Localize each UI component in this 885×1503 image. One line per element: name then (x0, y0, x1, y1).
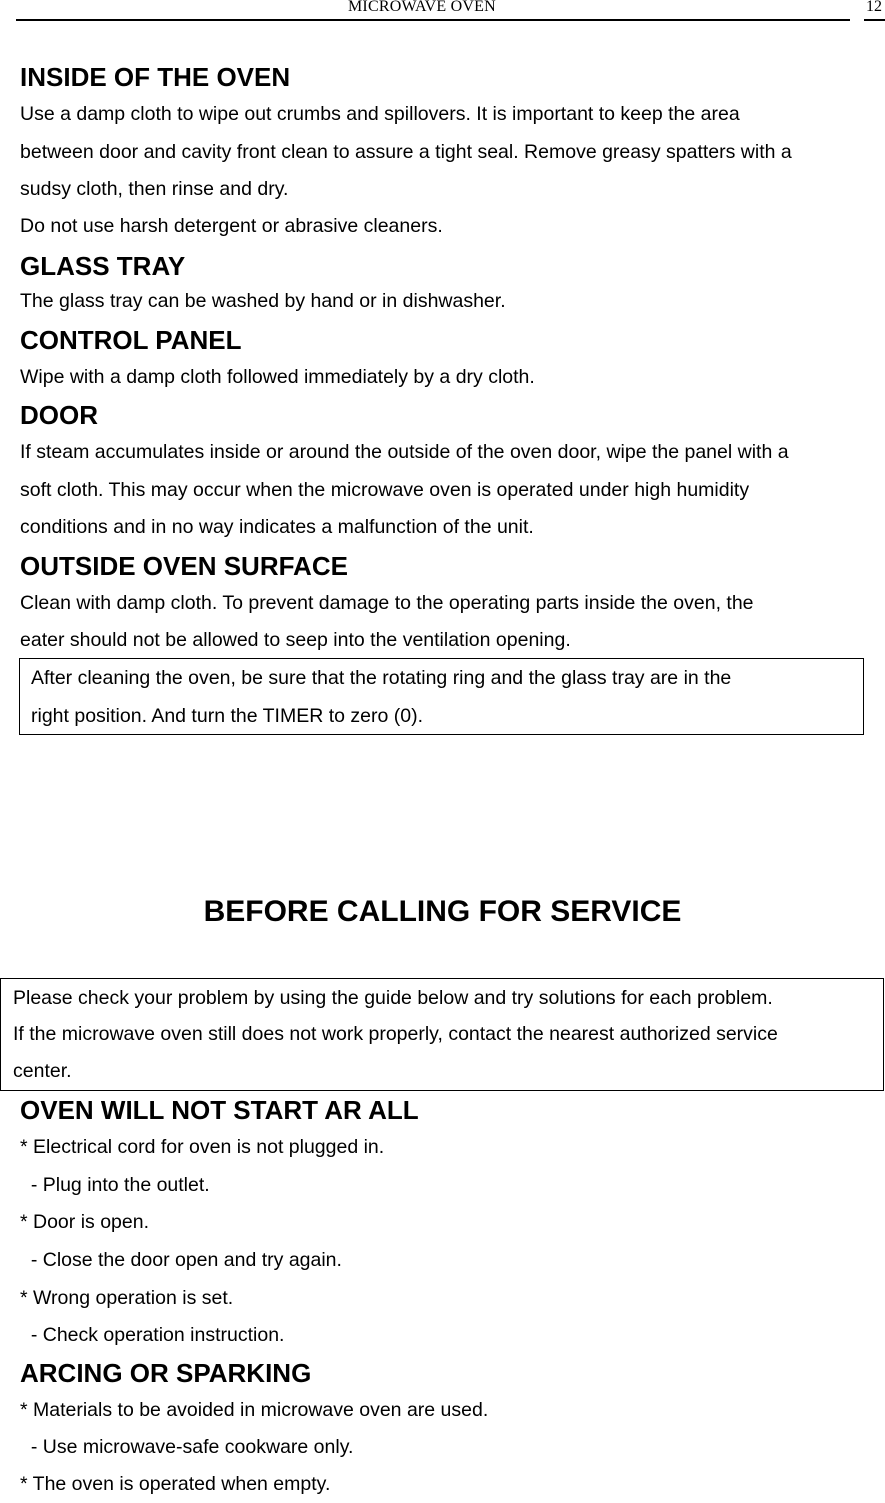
paragraph-line: eater should not be allowed to seep into the ventilation opening. (20, 629, 571, 651)
section-heading-control-panel: CONTROL PANEL (20, 325, 242, 355)
intro-line: Please check your problem by using the guide below and try solutions for each problem. (13, 987, 773, 1009)
cleaning-note-box (19, 658, 864, 735)
note-line: After cleaning the oven, be sure that the rotating ring and the glass tray are in the (31, 667, 732, 689)
paragraph-line: Do not use harsh detergent or abrasive cleaners. (20, 215, 443, 237)
section-heading-arcing: ARCING OR SPARKING (20, 1358, 312, 1388)
section-heading-inside: INSIDE OF THE OVEN (20, 62, 291, 92)
troubleshoot-line: - Plug into the outlet. (20, 1174, 210, 1196)
paragraph-line: Use a damp cloth to wipe out crumbs and spillovers. It is important to keep the area (20, 103, 740, 125)
section-heading-door: DOOR (20, 400, 98, 430)
section-heading-outside: OUTSIDE OVEN SURFACE (20, 551, 348, 581)
paragraph-line: The glass tray can be washed by hand or in dishwasher. (20, 290, 506, 312)
troubleshoot-line: * The oven is operated when empty. (20, 1473, 331, 1495)
troubleshoot-line: * Electrical cord for oven is not plugged in. (20, 1136, 385, 1158)
troubleshoot-line: - Use microwave-safe cookware only. (20, 1436, 354, 1458)
troubleshoot-line: - Check operation instruction. (20, 1324, 285, 1346)
intro-line: center. (13, 1060, 72, 1082)
paragraph-line: conditions and in no way indicates a malfunction of the unit. (20, 516, 534, 538)
page-number: 12 (866, 0, 882, 15)
paragraph-line: between door and cavity front clean to assure a tight seal. Remove greasy spatters with a (20, 141, 792, 163)
page-number-rule (864, 19, 885, 21)
note-line: right position. And turn the TIMER to zero (0). (31, 705, 423, 727)
paragraph-line: Clean with damp cloth. To prevent damage to the operating parts inside the oven, the (20, 592, 754, 614)
troubleshoot-line: * Door is open. (20, 1211, 149, 1233)
service-title: BEFORE CALLING FOR SERVICE (203, 895, 682, 928)
header-rule (16, 19, 850, 21)
paragraph-line: soft cloth. This may occur when the microwave oven is operated under high humidity (20, 479, 750, 501)
intro-line: If the microwave oven still does not work properly, contact the nearest authorized service (13, 1023, 778, 1045)
paragraph-line: Wipe with a damp cloth followed immediately by a dry cloth. (20, 366, 535, 388)
header-title: MICROWAVE OVEN (348, 0, 496, 15)
paragraph-line: If steam accumulates inside or around the outside of the oven door, wipe the panel with a (20, 441, 789, 463)
service-intro-box (0, 978, 884, 1091)
page-header (0, 0, 885, 24)
troubleshoot-line: - Close the door open and try again. (20, 1249, 342, 1271)
troubleshoot-line: * Wrong operation is set. (20, 1287, 234, 1309)
paragraph-line: sudsy cloth, then rinse and dry. (20, 178, 289, 200)
troubleshoot-line: * Materials to be avoided in microwave oven are used. (20, 1399, 489, 1421)
section-heading-no-start: OVEN WILL NOT START AR ALL (20, 1095, 419, 1125)
section-heading-glass-tray: GLASS TRAY (20, 251, 186, 281)
